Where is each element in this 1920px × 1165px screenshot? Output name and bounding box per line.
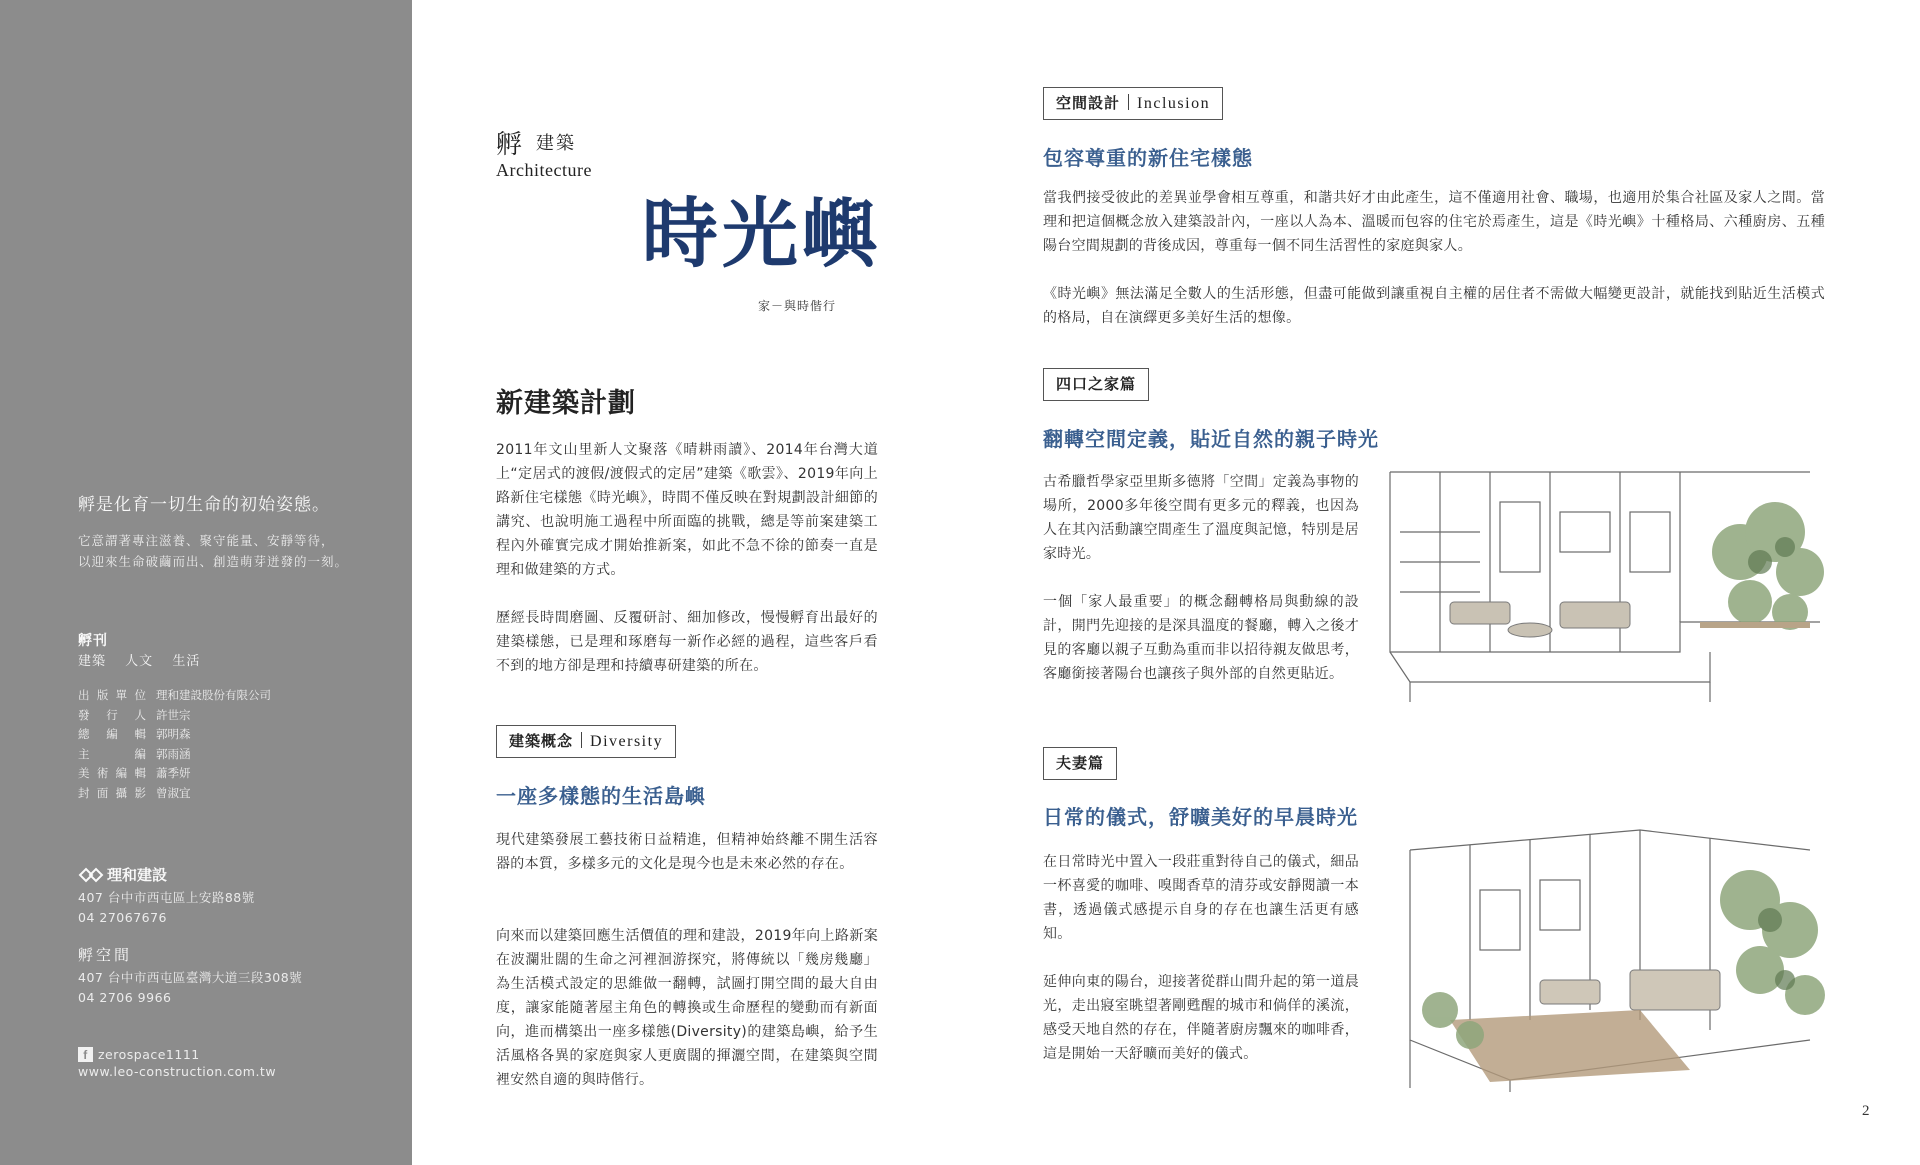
family-label	[1043, 368, 1149, 401]
facebook-link[interactable]	[78, 1046, 276, 1063]
credit-row	[78, 784, 271, 804]
facebook-icon: f	[78, 1047, 93, 1062]
credit-name: 郭明森	[156, 727, 191, 742]
inclusion-paragraph: 當我們接受彼此的差異並學會相互尊重，和諧共好才由此產生，這不僅適用社會、職場，也適用於集合社區及家人之間。當理和把這個概念放入建築設計內，一座以人為本、溫暖而包容的住宅於焉產生，這是《時光嶼》十種格局、六種廚房、五種陽台空間規劃的背後成因，尊重每一個不同生活習性的家庭與家人。	[1043, 190, 1825, 254]
brand-label: 理和建設	[107, 866, 168, 884]
credit-row	[78, 706, 271, 726]
brand-contact	[78, 888, 255, 928]
family-interior-illustration	[1380, 452, 1832, 712]
brand-phone: 04 27067676	[78, 910, 168, 925]
magazine-topic: 人文	[125, 654, 154, 669]
label-divider	[1128, 94, 1129, 110]
inclusion-label	[1043, 87, 1223, 120]
couple-interior-illustration	[1390, 820, 1836, 1092]
facebook-handle: zerospace1111	[98, 1047, 200, 1062]
credit-name: 曾淑宜	[156, 785, 191, 800]
credit-name: 郭雨涵	[156, 746, 191, 761]
section-label-small: 建築	[536, 133, 577, 154]
space-contact	[78, 968, 302, 1008]
credit-name: 許世宗	[156, 707, 191, 722]
sidebar-description	[78, 530, 348, 572]
space-address: 407 台中市西屯區臺灣大道三段308號	[78, 970, 303, 985]
concept-label-en: Diversity	[590, 733, 664, 750]
credit-role: 總 編 輯	[78, 727, 146, 742]
credit-row	[78, 686, 271, 706]
concept-heading: 一座多樣態的生活島嶼	[496, 784, 706, 808]
family-paragraph-2: 一個「家人最重要」的概念翻轉格局與動線的設計，開門先迎接的是深具溫度的餐廳，轉入之後才見的客廳以親子互動為重而非以招待親友做思考，客廳銜接著陽台也讓孩子與外部的自然更貼近。	[1043, 594, 1359, 682]
family-heading: 翻轉空間定義，貼近自然的親子時光	[1043, 427, 1379, 451]
sidebar-tagline: 孵是化育一切生命的初始姿態。	[78, 495, 330, 515]
website-link[interactable]: www.leo-construction.com.tw	[78, 1064, 277, 1079]
project-logo: 時光嶼	[642, 189, 882, 278]
magazine-topic: 生活	[172, 654, 201, 669]
social-links	[78, 1046, 276, 1080]
couple-label-text: 夫妻篇	[1056, 754, 1105, 772]
couple-paragraph: 在日常時光中置入一段莊重對待自己的儀式，細品一杯喜愛的咖啡、嗅聞香草的清芬或安靜閱讀一本書，透過儀式感提示自身的存在也讓生活更有感知。	[1043, 854, 1359, 942]
credits-list	[78, 686, 271, 804]
concept-paragraph: 現代建築發展工藝技術日益精進，但精神始終離不開生活容器的本質，多樣多元的文化是現今也是未來必然的存在。	[496, 832, 878, 872]
credit-role: 美 術 編 輯	[78, 766, 146, 781]
concept-label-cn: 建築概念	[509, 732, 574, 750]
sidebar-desc-line: 它意謂著專注滋養、聚守能量、安靜等待，	[78, 533, 335, 548]
inclusion-heading: 包容尊重的新住宅樣態	[1043, 146, 1253, 170]
page-title: 新建築計劃	[496, 388, 636, 419]
credit-row	[78, 725, 271, 745]
concept-label	[496, 725, 676, 758]
couple-heading: 日常的儀式，舒曠美好的早晨時光	[1043, 805, 1358, 829]
space-phone: 04 2706 9966	[78, 990, 172, 1005]
intro-paragraph: 2011年文山里新人文聚落《晴耕雨讀》、2014年台灣大道上“定居式的渡假/渡假式的定居”建築《歌雲》、2019年向上路新住宅樣態《時光嶼》，時間不僅反映在對規劃設計細節的講究、也說明施工過程中所面臨的挑戰，總是等前案建築工程內外確實完成才開始推新案，如此不急不徐的節奏一直是理和做建築的方式。	[496, 442, 878, 578]
inclusion-label-cn: 空間設計	[1056, 94, 1121, 112]
magazine-topics	[78, 650, 214, 669]
concept-paragraph-2: 向來而以建築回應生活價值的理和建設，2019年向上路新案在波瀾壯闊的生命之河裡洄游探究，將傳統以「幾房幾廳」為生活模式設定的思維做一翻轉，試圖打開空間的最大自由度，讓家能隨著屋主角色的轉換或生命歷程的變動而有新面向，進而構築出一座多樣態(Diversity)的建築島嶼，給予生活風格各異的家庭與家人更廣闊的揮灑空間，在建築與空間裡安然自適的與時偕行。	[496, 928, 878, 1088]
couple-label	[1043, 747, 1117, 780]
section-label-cn	[496, 124, 576, 161]
magazine-topic: 建築	[78, 654, 107, 669]
inclusion-label-en: Inclusion	[1137, 95, 1211, 112]
brand-address: 407 台中市西屯區上安路88號	[78, 890, 255, 905]
credit-row	[78, 764, 271, 784]
credit-role: 主 編	[78, 746, 146, 761]
section-label-en: Architecture	[496, 160, 592, 180]
family-paragraph: 古希臘哲學家亞里斯多德將「空間」定義為事物的場所，2000多年後空間有更多元的釋義，也因為人在其內活動讓空間產生了溫度與記憶，特別是居家時光。	[1043, 474, 1359, 562]
credit-role: 封 面 攝 影	[78, 785, 146, 800]
family-label-text: 四口之家篇	[1056, 375, 1137, 393]
magazine-title: 孵刊	[78, 633, 108, 649]
intro-paragraph-2: 歷經長時間磨圖、反覆研討、細加修改，慢慢孵育出最好的建築樣態，已是理和琢磨每一新作必經的過程，這些客戶看不到的地方卻是理和持續專研建築的所在。	[496, 610, 878, 674]
label-divider	[581, 732, 582, 748]
project-logo-subtitle: 家－與時偕行	[758, 299, 837, 313]
brand-logo-icon	[78, 867, 104, 883]
credit-role: 發 行 人	[78, 707, 146, 722]
credit-role: 出 版 單 位	[78, 688, 146, 702]
section-label-char: 孵	[496, 130, 523, 160]
sidebar	[0, 0, 412, 1165]
credit-name: 理和建設股份有限公司	[156, 688, 271, 702]
sidebar-desc-line: 以迎來生命破繭而出、創造萌芽迸發的一刻。	[78, 554, 349, 569]
couple-paragraph-2: 延伸向東的陽台，迎接著從群山間升起的第一道晨光，走出寢室眺望著剛甦醒的城市和倘佯的溪流，感受天地自然的存在，伴隨著廚房飄來的咖啡香，這是開始一天舒曠而美好的儀式。	[1043, 974, 1359, 1062]
space-title: 孵空間	[78, 946, 133, 964]
credit-row	[78, 745, 271, 765]
brand-name	[78, 864, 167, 885]
page-number: 2	[1862, 1103, 1870, 1119]
inclusion-paragraph-2: 《時光嶼》無法滿足全數人的生活形態，但盡可能做到讓重視自主權的居住者不需做大幅變更設計，就能找到貼近生活模式的格局，自在演繹更多美好生活的想像。	[1043, 286, 1825, 326]
credit-name: 蕭季妍	[156, 766, 191, 781]
